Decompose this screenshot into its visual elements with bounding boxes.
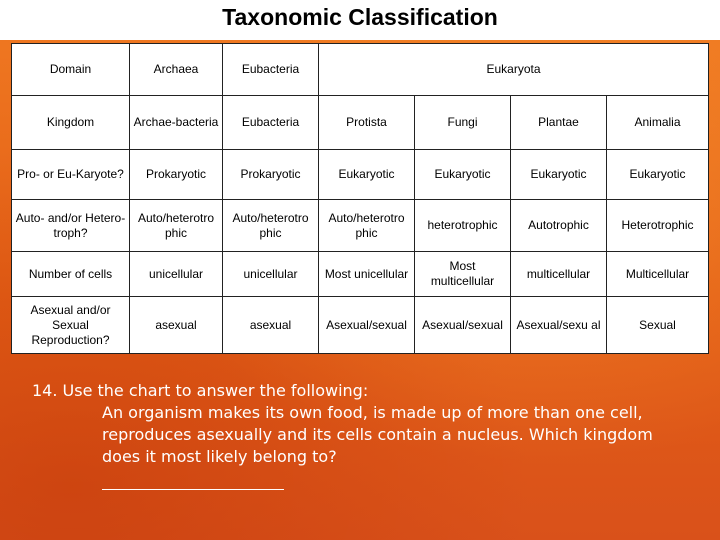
- table-cell: Asexual/sexual: [319, 297, 415, 354]
- table-row: [12, 297, 709, 354]
- table-cell: Asexual/sexual: [415, 297, 511, 354]
- table-cell: Archaea: [130, 44, 223, 96]
- table-row: [12, 150, 709, 200]
- table-cell: Most multicellular: [415, 252, 511, 297]
- table-row: [12, 200, 709, 252]
- table-cell: Eubacteria: [223, 44, 319, 96]
- row-label: Asexual and/or Sexual Reproduction?: [12, 297, 130, 354]
- table-cell: Prokaryotic: [223, 150, 319, 200]
- classification-table: [11, 43, 709, 354]
- table-cell: Fungi: [415, 96, 511, 150]
- table-cell: Autotrophic: [511, 200, 607, 252]
- table-cell: Auto/heterotro phic: [223, 200, 319, 252]
- table-cell: Multicellular: [607, 252, 709, 297]
- table-row: [12, 252, 709, 297]
- question-body: An organism makes its own food, is made up of more than one cell, reproduces asexually and its cells contain a nucleus. Which kingdom does it most likely belong to?: [102, 403, 653, 466]
- answer-blank[interactable]: [102, 471, 284, 490]
- table-cell: Eubacteria: [223, 96, 319, 150]
- table-cell: Auto/heterotro phic: [130, 200, 223, 252]
- table-cell: Heterotrophic: [607, 200, 709, 252]
- row-label: Pro- or Eu-Karyote?: [12, 150, 130, 200]
- table-cell: Eukaryotic: [319, 150, 415, 200]
- table-cell: unicellular: [223, 252, 319, 297]
- table-cell: Eukaryota: [319, 44, 709, 96]
- table-cell: heterotrophic: [415, 200, 511, 252]
- table-cell: Prokaryotic: [130, 150, 223, 200]
- table-cell: Eukaryotic: [511, 150, 607, 200]
- table-cell: asexual: [223, 297, 319, 354]
- row-label: Domain: [12, 44, 130, 96]
- classification-table-container: [11, 43, 708, 353]
- table-cell: Auto/heterotro phic: [319, 200, 415, 252]
- table-cell: multicellular: [511, 252, 607, 297]
- table-cell: asexual: [130, 297, 223, 354]
- question-body-wrap: [32, 402, 692, 490]
- row-label: Number of cells: [12, 252, 130, 297]
- row-label: Kingdom: [12, 96, 130, 150]
- table-row: [12, 96, 709, 150]
- table-cell: Archae-bacteria: [130, 96, 223, 150]
- question-block: [32, 380, 692, 490]
- table-cell: Sexual: [607, 297, 709, 354]
- table-cell: Protista: [319, 96, 415, 150]
- question-number: 14. Use the chart to answer the following:: [32, 381, 369, 400]
- table-cell: Eukaryotic: [415, 150, 511, 200]
- table-cell: Eukaryotic: [607, 150, 709, 200]
- table-cell: Plantae: [511, 96, 607, 150]
- table-cell: unicellular: [130, 252, 223, 297]
- table-row: [12, 44, 709, 96]
- slide-title: Taxonomic Classification: [222, 4, 498, 30]
- table-cell: Most unicellular: [319, 252, 415, 297]
- table-cell: Animalia: [607, 96, 709, 150]
- row-label: Auto- and/or Hetero- troph?: [12, 200, 130, 252]
- table-cell: Asexual/sexu al: [511, 297, 607, 354]
